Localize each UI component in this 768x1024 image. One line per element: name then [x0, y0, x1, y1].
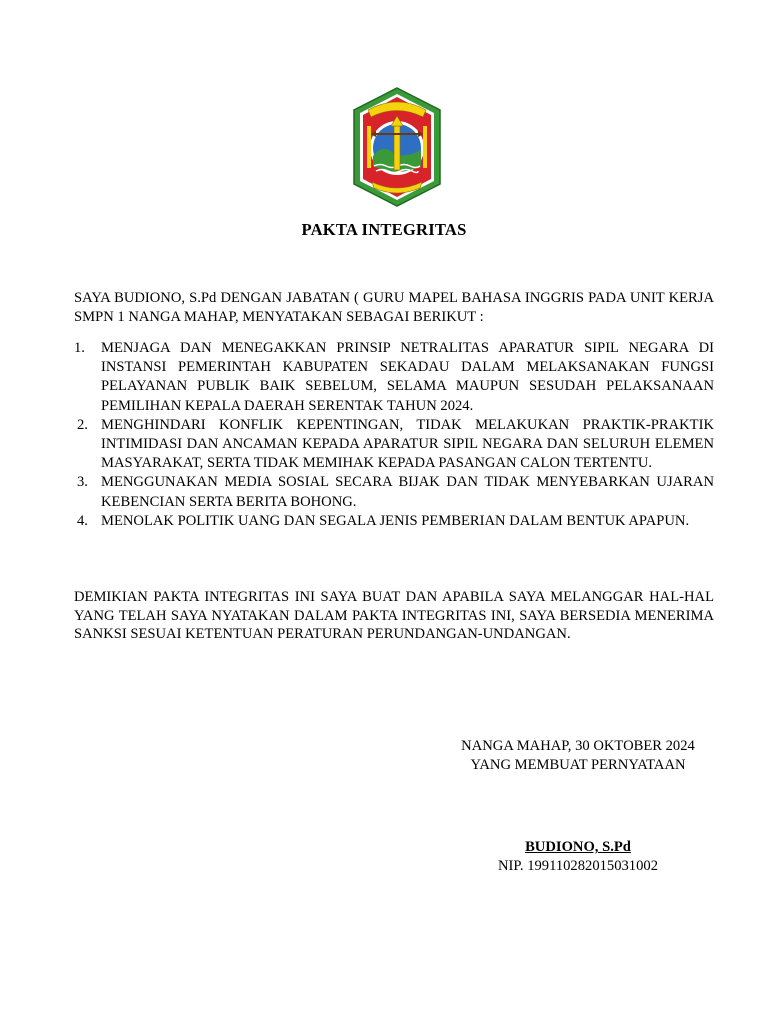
signature-block: [410, 838, 746, 875]
list-item-text: MENGHINDARI KONFLIK KEPENTINGAN, TIDAK MELAKUKAN PRAKTIK-PRAKTIK INTIMIDASI DAN ANCAMAN KEPADA APARATUR SIPIL NEGARA DAN SELURUH ELEMEN MASYARAKAT, SERTA TIDAK MEMIHAK KEPADA PASANGAN CALON TERTENTU.: [101, 416, 714, 472]
intro-paragraph: SAYA BUDIONO, S.Pd DENGAN JABATAN ( GURU MAPEL BAHASA INGGRIS PADA UNIT KERJA SMPN 1 NANGA MAHAP, MENYATAKAN SEBAGAI BERIKUT :: [74, 290, 714, 325]
signer-name: BUDIONO, S.Pd: [525, 839, 631, 855]
kabupaten-sekadau-emblem-icon: [352, 86, 442, 208]
list-item-number: 1.: [74, 340, 85, 356]
statement-list: [74, 339, 714, 531]
list-item-text: MENOLAK POLITIK UANG DAN SEGALA JENIS PEMBERIAN DALAM BENTUK APAPUN.: [101, 512, 690, 529]
document-title: PAKTA INTEGRITAS: [301, 220, 467, 239]
list-item-number: 2.: [77, 416, 88, 433]
list-item: [74, 416, 714, 474]
signer-role: YANG MEMBUAT PERNYATAAN: [470, 757, 686, 773]
signer-nip: NIP. 199110282015031002: [498, 857, 658, 874]
list-item: [74, 339, 714, 416]
signature-header: [410, 737, 746, 775]
place-date: NANGA MAHAP, 30 OKTOBER 2024: [461, 738, 695, 754]
list-item-number: 4.: [77, 512, 88, 529]
list-item: [74, 512, 714, 531]
list-item: [74, 473, 714, 511]
list-item-number: 3.: [77, 474, 88, 491]
list-item-text: MENJAGA DAN MENEGAKKAN PRINSIP NETRALITAS APARATUR SIPIL NEGARA DI INSTANSI PEMERINTAH KABUPATEN SEKADAU DALAM MELAKSANAKAN FUNGSI PELAYANAN PUBLIK BAIK SEBELUM, SELAMA MAUPUN SESUDAH PELAKSANAAN PEMILIHAN KEPALA DAERAH SERENTAK TAHUN 2024.: [101, 340, 714, 414]
list-item-text: MENGGUNAKAN MEDIA SOSIAL SECARA BIJAK DAN TIDAK MENYEBARKAN UJARAN KEBENCIAN SERTA BERITA BOHONG.: [101, 474, 714, 510]
closing-paragraph: DEMIKIAN PAKTA INTEGRITAS INI SAYA BUAT DAN APABILA SAYA MELANGGAR HAL-HAL YANG TELAH SAYA NYATAKAN DALAM PAKTA INTEGRITAS INI, SAYA BERSEDIA MENERIMA SANKSI SESUAI KETENTUAN PERATURAN PERUNDANGAN-UNDANGAN.: [74, 589, 714, 642]
